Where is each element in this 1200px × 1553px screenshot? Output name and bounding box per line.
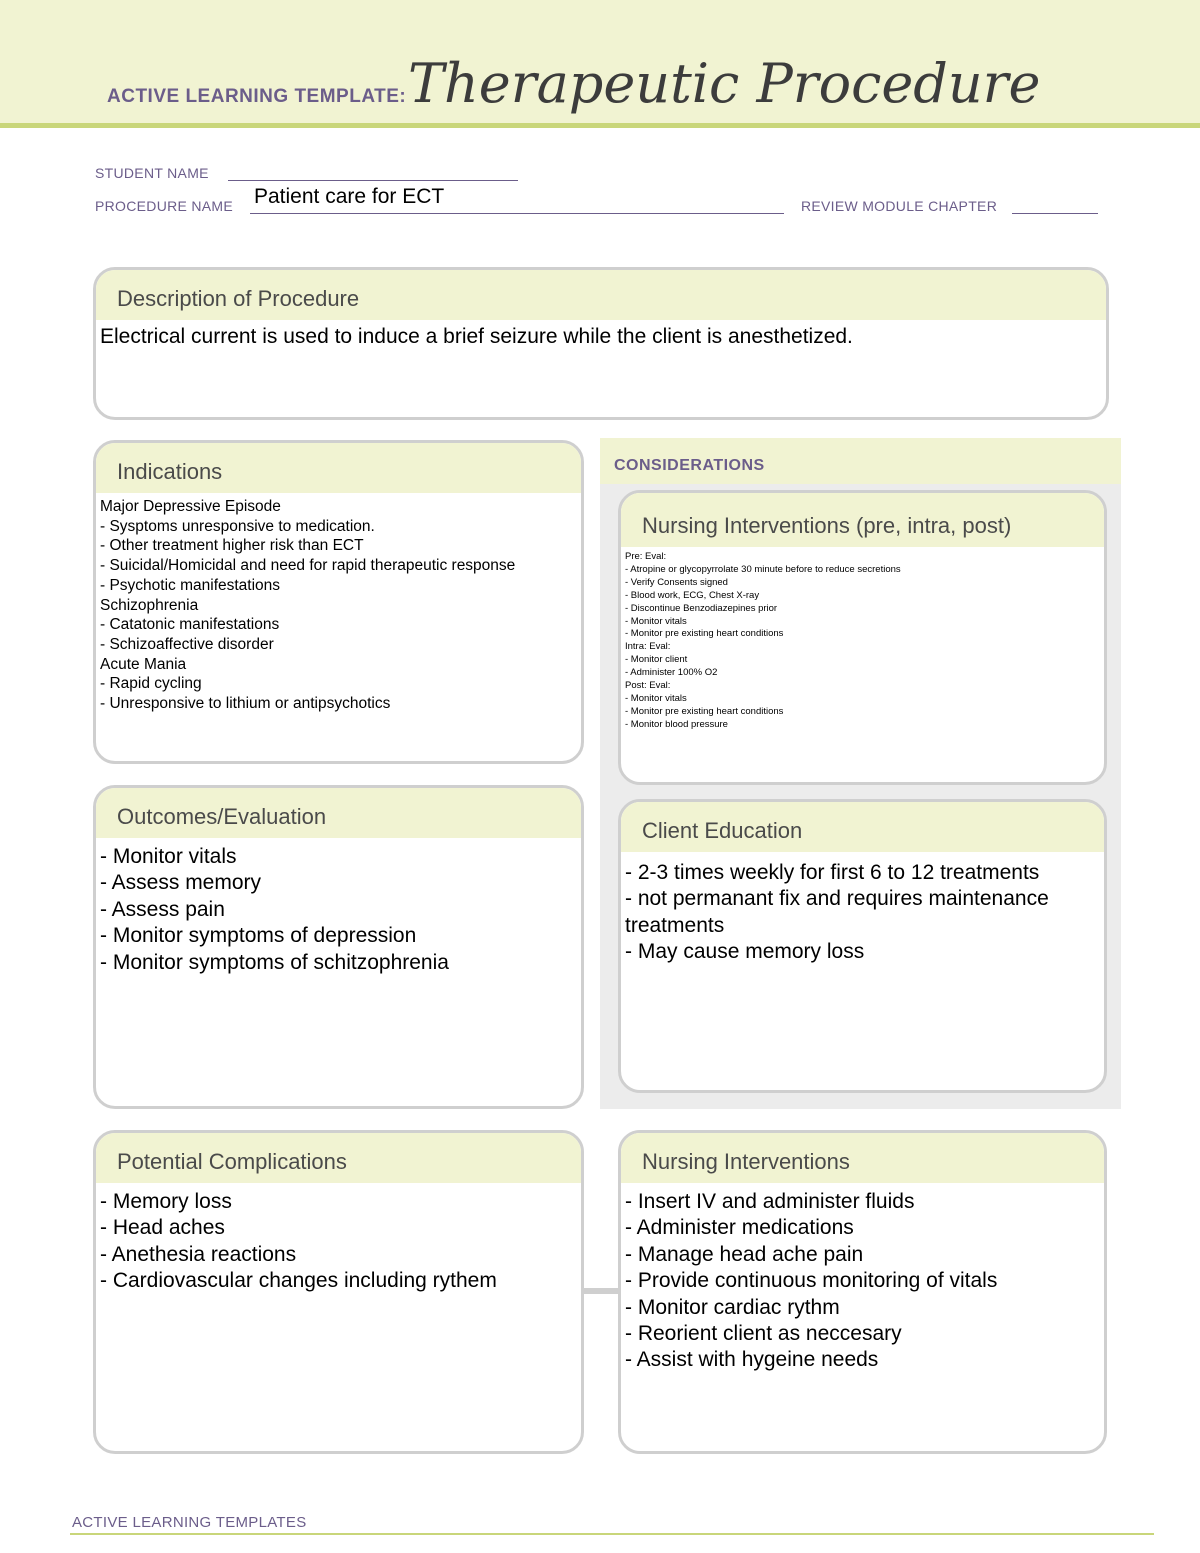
outcomes-text[interactable] (96, 838, 581, 976)
indications-text[interactable] (96, 493, 581, 714)
procedure-name-label: PROCEDURE NAME (95, 198, 233, 214)
client-education-box (618, 799, 1107, 1093)
template-label: ACTIVE LEARNING TEMPLATE: (107, 86, 407, 107)
indications-heading: Indications (96, 443, 581, 493)
nursing-interventions-box (618, 1130, 1107, 1454)
text-line: - Assess memory (100, 871, 262, 895)
indications-box (93, 440, 584, 764)
text-line: - Head aches (100, 1216, 225, 1240)
text-line: - Administer 100% O2 (625, 667, 718, 679)
complications-box (93, 1130, 584, 1454)
review-module-label: REVIEW MODULE CHAPTER (801, 198, 998, 214)
considerations-label: CONSIDERATIONS (614, 457, 765, 474)
text-line: - Catatonic manifestations (100, 616, 280, 634)
text-line: - Monitor blood pressure (625, 718, 728, 730)
text-line: Acute Mania (100, 655, 187, 673)
text-line: - Monitor pre existing heart conditions (625, 628, 784, 640)
text-line: - Reorient client as neccesary (625, 1322, 902, 1346)
connector-bar (582, 1288, 620, 1294)
text-line: - Administer medications (625, 1216, 854, 1240)
procedure-name-field[interactable] (250, 185, 784, 214)
text-line: - Memory loss (100, 1190, 232, 1213)
client-education-text[interactable] (621, 852, 1104, 966)
text-line: - Rapid cycling (100, 675, 202, 693)
text-line: - May cause memory loss (625, 940, 865, 964)
student-name-label: STUDENT NAME (95, 165, 209, 181)
text-line: - Monitor client (625, 654, 688, 666)
text-line: - Psychotic manifestations (100, 576, 281, 594)
text-line: Major Depressive Episode (100, 498, 281, 515)
text-line: - Assess pain (100, 897, 225, 921)
nursing-pip-heading: Nursing Interventions (pre, intra, post) (621, 493, 1104, 547)
text-line: - not permanant fix and requires maintenance treatments (625, 887, 1049, 937)
text-line: - Provide continuous monitoring of vitals (625, 1269, 998, 1293)
description-text[interactable]: Electrical current is used to induce a brief seizure while the client is anesthetized. (100, 325, 853, 348)
outcomes-heading: Outcomes/Evaluation (96, 788, 581, 838)
client-education-heading: Client Education (621, 802, 1104, 852)
text-line: - Monitor symptoms of depression (100, 924, 417, 948)
text-line: - Discontinue Benzodiazepines prior (625, 602, 778, 614)
nursing-pip-box (618, 490, 1107, 785)
footer-divider (70, 1533, 1154, 1535)
text-line: - Assist with hygeine needs (625, 1348, 879, 1372)
text-line: - Other treatment higher risk than ECT (100, 537, 364, 555)
nursing-pip-text[interactable] (621, 547, 1104, 732)
nursing-interventions-text[interactable] (621, 1183, 1104, 1374)
text-line: Pre: Eval: (625, 551, 667, 562)
text-line: - Unresponsive to lithium or antipsychotics (100, 695, 391, 713)
text-line: - Atropine or glycopyrrolate 30 minute before to reduce secretions (625, 563, 901, 575)
description-heading: Description of Procedure (96, 270, 1106, 320)
text-line: - Suicidal/Homicidal and need for rapid therapeutic response (100, 557, 516, 575)
outcomes-box (93, 785, 584, 1109)
text-line: - Monitor vitals (625, 692, 687, 704)
text-line: - Insert IV and administer fluids (625, 1190, 915, 1213)
text-line: Intra: Eval: (625, 641, 671, 653)
footer-label: ACTIVE LEARNING TEMPLATES (72, 1514, 307, 1531)
text-line: Post: Eval: (625, 680, 671, 692)
complications-heading: Potential Complications (96, 1133, 581, 1183)
text-line: - Verify Consents signed (625, 576, 728, 588)
text-line: - 2-3 times weekly for first 6 to 12 treatments (625, 861, 1040, 884)
complications-text[interactable] (96, 1183, 581, 1295)
text-line: - Monitor cardiac rythm (625, 1295, 840, 1319)
nursing-interventions-heading: Nursing Interventions (621, 1133, 1104, 1183)
student-name-field[interactable] (228, 180, 518, 181)
text-line: - Blood work, ECG, Chest X-ray (625, 589, 760, 601)
description-box (93, 267, 1109, 420)
text-line: - Monitor pre existing heart conditions (625, 705, 784, 717)
text-line: - Monitor vitals (100, 845, 237, 868)
procedure-name-value: Patient care for ECT (254, 185, 445, 208)
review-module-field[interactable] (1012, 213, 1098, 214)
text-line: - Anethesia reactions (100, 1242, 297, 1266)
header-divider (0, 123, 1200, 128)
text-line: - Cardiovascular changes including rythem (100, 1269, 497, 1293)
text-line: - Schizoaffective disorder (100, 635, 274, 653)
text-line: - Monitor vitals (625, 615, 687, 627)
text-line: - Sysptoms unresponsive to medication. (100, 517, 375, 535)
text-line: - Manage head ache pain (625, 1242, 864, 1266)
page-title: Therapeutic Procedure (408, 52, 1041, 115)
text-line: - Monitor symptoms of schitzophrenia (100, 950, 449, 974)
text-line: Schizophrenia (100, 596, 199, 614)
